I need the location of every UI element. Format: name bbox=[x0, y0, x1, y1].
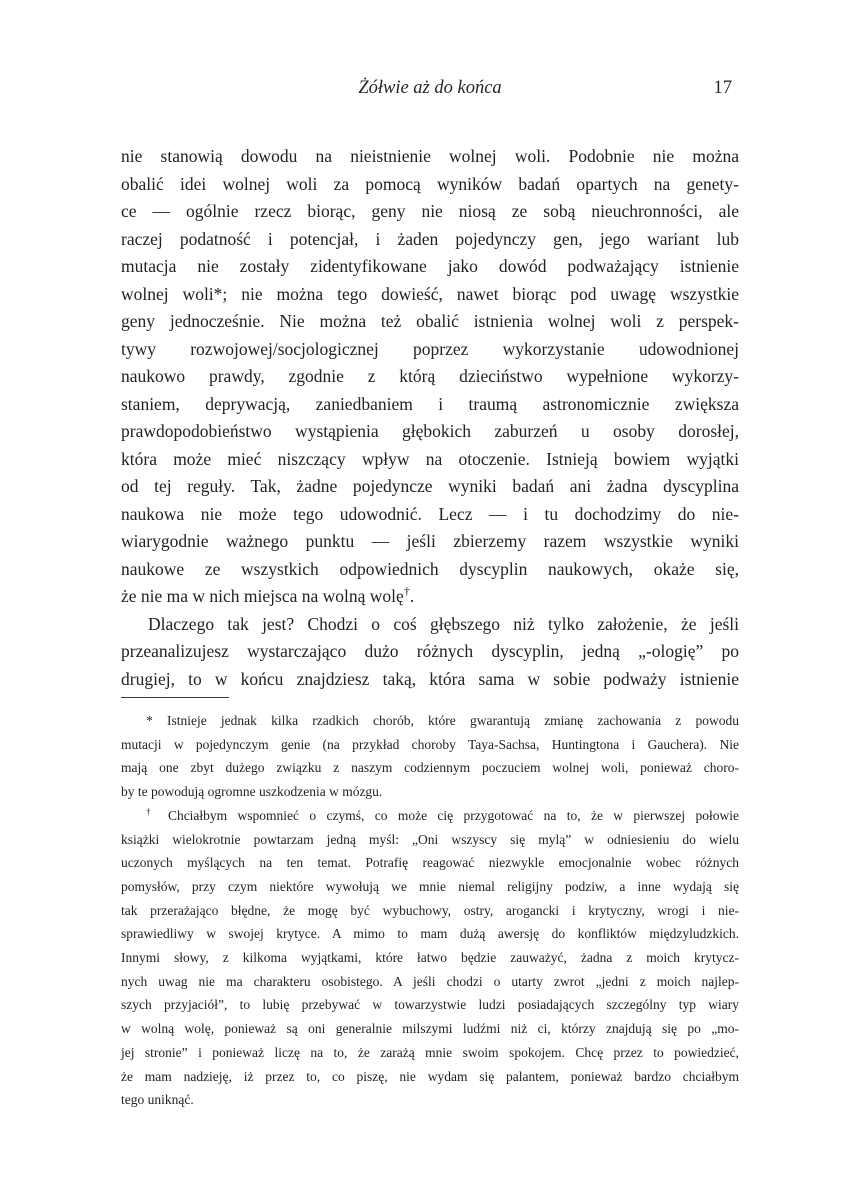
main-text bbox=[121, 143, 739, 693]
text-line: jej stronie” i ponieważ liczę na to, że zarażą mnie swoim spokojem. Chcę przez to powiedzieć, bbox=[121, 1044, 739, 1060]
text-line: wiarygodnie ważnego punktu — jeśli zbierzemy razem wszystkie wyniki bbox=[121, 531, 739, 551]
text-line: mają one zbyt dużego związku z naszym codziennym poczuciem wolnej woli, ponieważ choro- bbox=[121, 760, 739, 776]
text-line: Dlaczego tak jest? Chodzi o coś głębszego niż tylko założenie, że jeśli bbox=[148, 613, 739, 634]
text-line: wolnej woli*; nie można tego dowieść, nawet biorąc pod uwagę wszystkie bbox=[121, 283, 739, 304]
text-line: drugiej, to w końcu znajdziesz taką, która sama w sobie podważy istnienie bbox=[121, 668, 739, 689]
text-line: Innymi słowy, z kilkoma wyjątkami, które łatwo będzie zauważyć, żadna z moich krytycz- bbox=[121, 950, 739, 966]
text-line: prawdopodobieństwo wystąpienia głębokich zaburzeń u osoby dorosłej, bbox=[121, 421, 739, 441]
paragraph-1 bbox=[121, 143, 739, 611]
page-number: 17 bbox=[713, 78, 732, 98]
text-line: mutacja nie zostały zidentyfikowane jako dowód podważający istnienie bbox=[121, 256, 739, 276]
text-line: * Istnieje jednak kilka rzadkich chorób, które gwarantują zmianę zachowania z powodu bbox=[146, 713, 739, 728]
text-line: naukowo prawdy, zgodnie z którą dzieciństwo wypełnione wykorzy- bbox=[121, 366, 739, 386]
text-line: pomysłów, przy czym niektóre wywołują we mnie niemal religijny podziw, a inne wydają się bbox=[121, 878, 739, 894]
text-line: raczej podatność i potencjał, i żaden pojedynczy gen, jego wariant lub bbox=[121, 228, 739, 249]
text-line: tywy rozwojowej/socjologicznej poprzez wykorzystanie udowodnionej bbox=[121, 338, 739, 359]
footnote-asterisk bbox=[121, 709, 739, 804]
text-line: † Chciałbym wspomnieć o czymś, co może cię przygotować na to, że w pierwszej połowie bbox=[146, 806, 739, 823]
text-line: tego uniknąć. bbox=[121, 1092, 194, 1108]
text-line: że mam nadzieję, iż przez to, co piszę, nie wydam się palantem, ponieważ bardzo chciałbym bbox=[121, 1068, 739, 1084]
page-header bbox=[121, 76, 739, 102]
text-line: sprawiedliwy w swojej krytyce. A mimo to mam dużą awersję do konfliktów międzyludzkich. bbox=[121, 926, 739, 942]
text-line: że nie ma w nich miejsca na wolną wolę†. bbox=[121, 584, 415, 606]
text-line: naukowa nie może tego udowodnić. Lecz — i tu dochodzimy do nie- bbox=[121, 503, 739, 524]
paragraph-2 bbox=[121, 611, 739, 694]
text-line: w wolną wolę, ponieważ są oni generalnie milszymi ludźmi niż ci, którzy znajdują się po „mo- bbox=[121, 1021, 739, 1037]
text-line: przeanalizujesz wystarczająco dużo różnych dyscyplin, jedną „-ologię” po bbox=[121, 641, 739, 661]
text-line: nie stanowią dowodu na nieistnienie wolnej woli. Podobnie nie można bbox=[121, 146, 739, 166]
text-line: tak przerażająco błędne, że mogę być wybuchowy, ostry, arogancki i krytyczny, wrogi i nie- bbox=[121, 902, 739, 918]
text-line: szych przyjaciół”, to lubię przebywać w towarzystwie ludzi posiadających szczególny typ wiary bbox=[121, 997, 739, 1013]
text-line: ce — ogólnie rzecz biorąc, geny nie niosą ze sobą nieuchronności, ale bbox=[121, 201, 739, 221]
text-line: obalić idei wolnej woli za pomocą wyników badań opartych na genety- bbox=[121, 173, 739, 194]
text-line: uczonych myślących na ten temat. Potrafię reagować niezwykle emocjonalnie wobec różnych bbox=[121, 855, 739, 871]
dagger-footnote-mark: † bbox=[146, 806, 158, 817]
text-line: mutacji w pojedynczym genie (na przykład choroby Taya-Sachsa, Huntingtona i Gauchera). Nie bbox=[121, 736, 739, 752]
text-line: by te powodują ogromne uszkodzenia w mózgu. bbox=[121, 784, 383, 800]
footnotes bbox=[121, 709, 739, 1112]
text-line: która może mieć niszczący wpływ na otoczenie. Istnieją bowiem wyjątki bbox=[121, 448, 739, 469]
footnote-dagger bbox=[121, 804, 739, 1112]
text-line: nych uwag nie ma charakteru osobistego. A jeśli chodzi o utarty zwrot „jedni z moich najlep- bbox=[121, 973, 739, 989]
text-line: od tej reguły. Tak, żadne pojedyncze wyniki badań ani żadna dyscyplina bbox=[121, 476, 739, 496]
text-line: staniem, deprywacją, zaniedbaniem i traumą astronomicznie zwiększa bbox=[121, 393, 739, 414]
text-line: naukowe ze wszystkich odpowiednich dyscyplin naukowych, okaże się, bbox=[121, 558, 739, 579]
footnote-separator bbox=[121, 697, 229, 698]
text-line: geny jednocześnie. Nie można też obalić istnienia wolnej woli z perspek- bbox=[121, 311, 739, 331]
dagger-footnote-mark: † bbox=[403, 584, 410, 599]
text-line: książki wielokrotnie powtarzam jedną myśl: „Oni wszyscy się mylą” w odniesieniu do wielu bbox=[121, 831, 739, 847]
running-title: Żółwie aż do końca bbox=[358, 78, 502, 98]
